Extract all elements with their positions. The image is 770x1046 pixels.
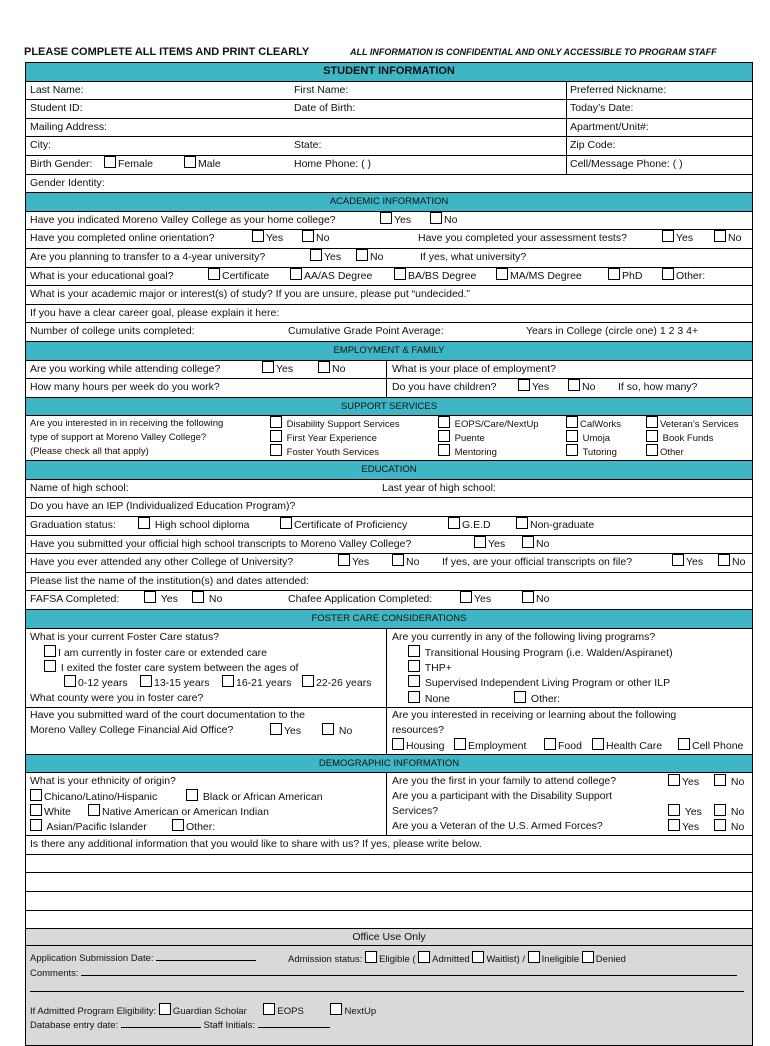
section-demographic: DEMOGRAPHIC INFORMATION	[26, 755, 752, 774]
children-no[interactable]	[568, 379, 580, 391]
support-mentoring[interactable]	[438, 444, 450, 456]
status-waitlist[interactable]	[472, 951, 484, 963]
grad-non[interactable]	[516, 517, 528, 529]
office-use-block: Office Use Only Application Submission Date: Admission status: Eligible ( Admitted Waitlist) / Ineligible Denied Comments: If Admitted Program Eligibility: Guardian Scholar EOPS NextUp Database entry date: Staff Initials:	[26, 929, 752, 1045]
section-support: SUPPORT SERVICES	[26, 398, 752, 417]
res-employment[interactable]	[454, 738, 466, 750]
foster-status-block: What is your current Foster Care status? I am currently in foster care or extended care I exited the foster care system between the ages of 0-12 years 13-15 years 16-21 years 22-26 years What county were you in foster care? Are you currently in any of the following living programs? Transitional Housing Program (i.e. Walden/Aspiranet) THP+ Supervised Independent Living Program or other ILP None Other:	[26, 629, 752, 708]
intake-form: STUDENT INFORMATION Last Name: First Name: Preferred Nickname: Student ID: Date of Birth: Today’s Date: Mailing Address: Apartment/Unit#: City: State: Zip Code: Birth Gender: Female Male Home Phone: ( ) Cell/Message Phone: ( ) Gender Identity: ACADEMIC INFORMATION Have you indicated Moreno Valley College as your home college? Yes No Have you completed online orientation? Yes No Have you completed your assessment tests? Yes No Are you planning to transfer to a 4-year university? Yes No If yes, what university? What is your educational goal? Certificate AA/AS Degree BA/BS Degree MA/MS Degree PhD Other: What is your academic major or interest(s) of study? If you are unsure, please put “undecided.” If you have a clear career goal, please explain it here: Number of college units completed: Cumulative Grade Point Average: Years in College (circle one) 1 2 3 4+ EMPLOYMENT & FAMILY Are you working while attending college? Yes No What is your place of employment? How many hours per week do you work? Do you have children? Yes No If so, how many? SUPPORT SERVICES Are you interested in in receiving the following type of support at Moreno Valley College? (Please check all that apply) Disability Support Services First Year Experience Foster Youth Services EOPS/Care/NextUp Puente Mentoring CalWorks Umoja Tutoring Veteran’s Services Book Funds Other EDUCATION Name of high school: Last year of high school: Do you have an IEP (Individualized Education Program)? Graduation status: High school diploma Certificate of Proficiency G.E.D Non-graduate Have you submitted your official high school transcripts to Moreno Valley College? Yes No Have you ever attended any other College of University? Yes No If yes, are your official transcripts on file? Yes No Please list the name of the institution(s) and dates attended: FAFSA Completed: Yes No Chafee Application Completed: Yes No FOSTER CARE CONSIDERATIONS What is your current Foster Care status? I am currently in foster care or extended care I exited the foster care system between the ages of 0-12 years 13-15 years 16-21 years 22-26 years What county were you in foster care? Are you currently in any of the following living programs? Transitional Housing Program (i.e. Walden/Aspiranet) THP+ Supervised Independent Living Program or other ILP None Other: Have you submitted ward of the court documentation to the Moreno Valley College Financial Aid Office? Yes No Are you interested in receiving or learning about the following resources? Housing Employment Food Health Care Cell Phone DEMOGRAPHIC INFORMATION What is your ethnicity of origin? Chicano/Latino/Hispanic Black or African American White Native American or American Indian Asian/Pacific Islander Other: Are you the first in your family to attend college? Yes No Are you a participant with the Disability Support Services? Yes No Are you a Veteran of the U.S. Armed Forces? Yes No Is there any additional information that you would like to share with us? If yes, please write below. Office Use Only Application Submission Date: Admission status: Eligible ( Admitted Waitlist) / Ineligible Denied Comments: If Admitted Program Eligibility: Guardian Scholar EOPS NextUp Database entry date: Staff Initials:	[25, 62, 753, 1046]
veteran-yes[interactable]	[668, 819, 680, 831]
city-field[interactable]: City:	[30, 139, 51, 152]
student-id-field[interactable]: Student ID:	[30, 102, 83, 115]
foster-current[interactable]	[44, 645, 56, 657]
support-fye[interactable]	[270, 430, 282, 442]
home-college-yes[interactable]	[380, 212, 392, 224]
additional-info-line-1[interactable]	[26, 855, 752, 874]
male-checkbox[interactable]	[184, 156, 196, 168]
confidential-note: ALL INFORMATION IS CONFIDENTIAL AND ONLY ACCESSIBLE TO PROGRAM STAFF	[350, 47, 717, 57]
ward-yes[interactable]	[270, 723, 282, 735]
assessment-yes[interactable]	[662, 230, 674, 242]
working-yes[interactable]	[262, 361, 274, 373]
major-field[interactable]: What is your academic major or interest(s) of study? If you are unsure, please put “undecided.”	[30, 288, 471, 301]
veteran-no[interactable]	[714, 819, 726, 831]
additional-info-line-2[interactable]	[26, 873, 752, 892]
eth-black[interactable]	[186, 789, 198, 801]
hours-field[interactable]: How many hours per week do you work?	[30, 381, 220, 394]
fafsa-yes[interactable]	[144, 591, 156, 603]
status-denied[interactable]	[582, 951, 594, 963]
fafsa-no[interactable]	[192, 591, 204, 603]
living-thp-plus[interactable]	[408, 660, 420, 672]
support-tutoring[interactable]	[566, 444, 578, 456]
res-phone[interactable]	[678, 738, 690, 750]
birth-gender-label: Birth Gender:	[30, 157, 93, 170]
county-field[interactable]: What county were you in foster care?	[30, 691, 204, 704]
support-book-funds[interactable]	[646, 430, 658, 442]
home-college-no[interactable]	[430, 212, 442, 224]
chafee-no[interactable]	[522, 591, 534, 603]
last-year-hs-field[interactable]: Last year of high school:	[382, 481, 496, 494]
mailing-address-field[interactable]: Mailing Address:	[30, 120, 108, 133]
eth-native[interactable]	[88, 804, 100, 816]
support-umoja[interactable]	[566, 430, 578, 442]
res-food[interactable]	[544, 738, 556, 750]
eth-other[interactable]	[172, 819, 184, 831]
res-housing[interactable]	[392, 738, 404, 750]
support-other[interactable]	[646, 444, 658, 456]
years-field[interactable]: Years in College (circle one) 1 2 3 4+	[526, 325, 699, 338]
additional-info-label: Is there any additional information that you would like to share with us? If yes, please write below.	[30, 838, 482, 851]
eth-white[interactable]	[30, 804, 42, 816]
support-services: Are you interested in in receiving the following type of support at Moreno Valley College? (Please check all that apply) Disability Support Services First Year Experience Foster Youth Services EOPS/Care/NextUp Puente Mentoring CalWorks Umoja Tutoring Veteran’s Services Book Funds Other	[26, 416, 752, 461]
living-none[interactable]	[408, 691, 420, 703]
transfer-no[interactable]	[356, 249, 368, 261]
transfer-yes[interactable]	[310, 249, 322, 261]
grad-certificate[interactable]	[280, 517, 292, 529]
zip-field[interactable]: Zip Code:	[570, 139, 616, 152]
living-silp[interactable]	[408, 675, 420, 687]
career-goal-field[interactable]: If you have a clear career goal, please explain it here:	[30, 306, 280, 319]
app-date-field[interactable]	[156, 951, 256, 961]
ward-no[interactable]	[322, 723, 334, 735]
home-phone-field[interactable]: Home Phone: ( )	[294, 157, 372, 170]
cell-phone-field[interactable]: Cell/Message Phone: ( )	[570, 157, 683, 170]
on-file-yes[interactable]	[672, 554, 684, 566]
first-gen-no[interactable]	[714, 774, 726, 786]
support-veterans[interactable]	[646, 416, 658, 428]
goal-aa[interactable]	[290, 268, 302, 280]
goal-other[interactable]	[662, 268, 674, 280]
age-0-12[interactable]	[64, 675, 76, 687]
eth-asian[interactable]	[30, 819, 42, 831]
additional-info-line-4[interactable]	[26, 911, 752, 930]
eth-chicano[interactable]	[30, 789, 42, 801]
female-checkbox[interactable]	[104, 156, 116, 168]
support-puente[interactable]	[438, 430, 450, 442]
apartment-field[interactable]: Apartment/Unit#:	[570, 120, 649, 133]
first-gen-yes[interactable]	[668, 774, 680, 786]
nickname-field[interactable]: Preferred Nickname:	[570, 83, 667, 96]
goal-ma[interactable]	[496, 268, 508, 280]
status-admitted[interactable]	[418, 951, 430, 963]
res-health[interactable]	[592, 738, 604, 750]
university-field[interactable]: If yes, what university?	[420, 250, 527, 263]
units-field[interactable]: Number of college units completed:	[30, 325, 195, 338]
transcripts-no[interactable]	[522, 536, 534, 548]
elig-nextup[interactable]	[330, 1003, 342, 1015]
orientation-yes[interactable]	[252, 230, 264, 242]
demographic-block: What is your ethnicity of origin? Chicano/Latino/Hispanic Black or African American White Native American or American Indian Asian/Pacific Islander Other: Are you the first in your family to attend college? Yes No Are you a participant with the Disability Support Services? Yes No Are you a Veteran of the U.S. Armed Forces? Yes No	[26, 773, 752, 836]
goal-ba[interactable]	[394, 268, 406, 280]
institutions-field[interactable]: Please list the name of the institution(s) and dates attended:	[30, 574, 310, 587]
transcripts-yes[interactable]	[474, 536, 486, 548]
assessment-no[interactable]	[714, 230, 726, 242]
high-school-field[interactable]: Name of high school:	[30, 481, 129, 494]
section-employment: EMPLOYMENT & FAMILY	[26, 342, 752, 361]
gender-identity-field[interactable]: Gender Identity:	[30, 176, 105, 189]
support-dss[interactable]	[270, 416, 282, 428]
comments-field[interactable]	[81, 966, 737, 976]
section-academic: ACADEMIC INFORMATION	[26, 193, 752, 212]
age-22-26[interactable]	[302, 675, 314, 687]
first-name-field[interactable]: First Name:	[294, 83, 349, 96]
instructions: PLEASE COMPLETE ALL ITEMS AND PRINT CLEARLY	[24, 46, 310, 58]
age-16-21[interactable]	[222, 675, 234, 687]
section-student: STUDENT INFORMATION	[26, 63, 752, 82]
state-field[interactable]: State:	[294, 139, 322, 152]
employment-place-field[interactable]: What is your place of employment?	[392, 362, 556, 375]
other-college-no[interactable]	[392, 554, 404, 566]
iep-field[interactable]: Do you have an IEP (Individualized Education Program)?	[30, 500, 296, 513]
form-header	[0, 44, 770, 60]
orientation-no[interactable]	[302, 230, 314, 242]
support-eops[interactable]	[438, 416, 450, 428]
last-name-field[interactable]: Last Name:	[30, 83, 84, 96]
on-file-no[interactable]	[718, 554, 730, 566]
children-yes[interactable]	[518, 379, 530, 391]
living-other[interactable]	[514, 691, 526, 703]
status-ineligible[interactable]	[528, 951, 540, 963]
section-education: EDUCATION	[26, 461, 752, 480]
goal-phd[interactable]	[608, 268, 620, 280]
grad-diploma[interactable]	[138, 517, 150, 529]
staff-initials-field[interactable]	[258, 1018, 330, 1028]
status-eligible[interactable]	[365, 951, 377, 963]
dsps-yes[interactable]	[668, 804, 680, 816]
living-thp[interactable]	[408, 645, 420, 657]
support-calworks[interactable]	[566, 416, 578, 428]
section-foster: FOSTER CARE CONSIDERATIONS	[26, 610, 752, 629]
children-count-field[interactable]: If so, how many?	[618, 381, 698, 394]
additional-info-line-3[interactable]	[26, 892, 752, 911]
dsps-no[interactable]	[714, 804, 726, 816]
working-no[interactable]	[318, 361, 330, 373]
dob-field[interactable]: Date of Birth:	[294, 102, 356, 115]
grad-ged[interactable]	[448, 517, 460, 529]
ward-block: Have you submitted ward of the court documentation to the Moreno Valley College Financial Aid Office? Yes No Are you interested in receiving or learning about the following resources? Housing Employment Food Health Care Cell Phone	[26, 708, 752, 755]
support-foster[interactable]	[270, 444, 282, 456]
age-13-15[interactable]	[140, 675, 152, 687]
other-college-yes[interactable]	[338, 554, 350, 566]
foster-exited[interactable]	[44, 660, 56, 672]
gpa-field[interactable]: Cumulative Grade Point Average:	[288, 325, 444, 338]
today-field[interactable]: Today’s Date:	[570, 102, 634, 115]
elig-eops[interactable]	[263, 1003, 275, 1015]
elig-guardian[interactable]	[159, 1003, 171, 1015]
db-date-field[interactable]	[121, 1018, 201, 1028]
goal-certificate[interactable]	[208, 268, 220, 280]
chafee-yes[interactable]	[460, 591, 472, 603]
office-title: Office Use Only	[352, 931, 426, 944]
